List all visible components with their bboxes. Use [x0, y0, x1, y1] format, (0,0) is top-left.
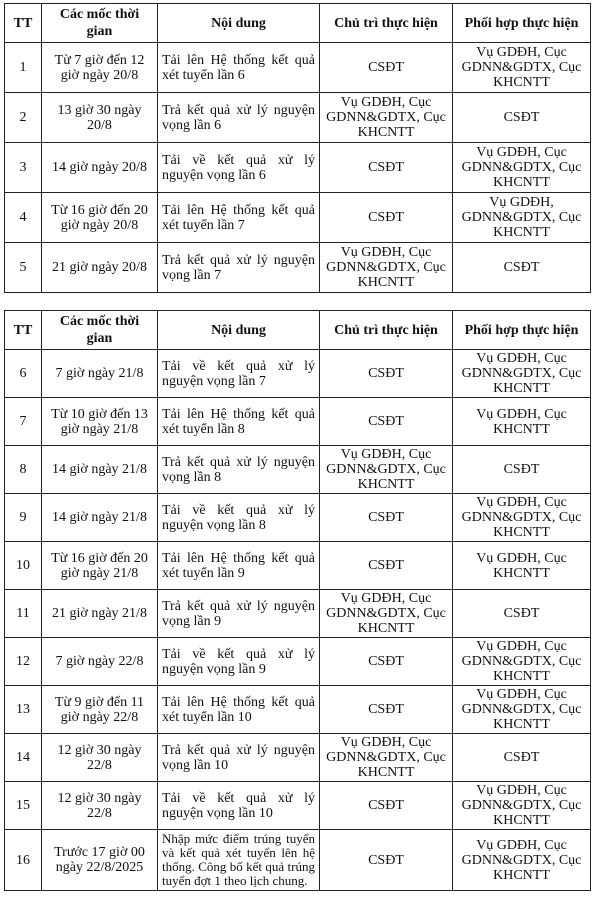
row-number: 11: [5, 590, 42, 638]
header-tt: TT: [5, 311, 42, 350]
row-content: Trả kết quả xử lý nguyện vọng lần 6: [158, 93, 320, 143]
row-number: 9: [5, 494, 42, 542]
header-host: Chủ trì thực hiện: [320, 4, 453, 43]
row-host: CSĐT: [320, 143, 453, 193]
table-row: [5, 494, 591, 542]
table-row: [5, 590, 591, 638]
row-number: 15: [5, 782, 42, 830]
table-row: [5, 350, 591, 398]
table-row: [5, 93, 591, 143]
header-host: Chủ trì thực hiện: [320, 311, 453, 350]
row-content: Tải về kết quả xử lý nguyện vọng lần 7: [158, 350, 320, 398]
row-host: CSĐT: [320, 830, 453, 891]
schedule-table-1: [4, 3, 591, 293]
header-row: [5, 4, 591, 43]
row-time: Từ 16 giờ đến 20 giờ ngày 20/8: [42, 193, 158, 243]
row-number: 13: [5, 686, 42, 734]
row-number: 16: [5, 830, 42, 891]
header-time: Các mốc thời gian: [42, 311, 158, 350]
row-coop: Vụ GDĐH, Cục GDNN&GDTX, Cục KHCNTT: [453, 143, 591, 193]
row-number: 3: [5, 143, 42, 193]
row-coop: Vụ GDĐH, Cục GDNN&GDTX, Cục KHCNTT: [453, 638, 591, 686]
row-time: 7 giờ ngày 22/8: [42, 638, 158, 686]
row-coop: CSĐT: [453, 446, 591, 494]
row-content: Tải lên Hệ thống kết quả xét tuyển lần 6: [158, 43, 320, 93]
row-content: Tải lên Hệ thống kết quả xét tuyển lần 9: [158, 542, 320, 590]
row-time: 21 giờ ngày 21/8: [42, 590, 158, 638]
row-host: CSĐT: [320, 193, 453, 243]
table-row: [5, 782, 591, 830]
row-host: Vụ GDĐH, Cục GDNN&GDTX, Cục KHCNTT: [320, 446, 453, 494]
table-row: [5, 686, 591, 734]
table-row: [5, 398, 591, 446]
row-time: Từ 16 giờ đến 20 giờ ngày 21/8: [42, 542, 158, 590]
table-row: [5, 43, 591, 93]
row-host: CSĐT: [320, 350, 453, 398]
row-coop: Vụ GDĐH, Cục GDNN&GDTX, Cục KHCNTT: [453, 350, 591, 398]
table-row: [5, 193, 591, 243]
row-time: 21 giờ ngày 20/8: [42, 243, 158, 293]
row-number: 1: [5, 43, 42, 93]
row-coop: Vụ GDĐH, Cục KHCNTT: [453, 398, 591, 446]
row-content: Tải về kết quả xử lý nguyện vọng lần 8: [158, 494, 320, 542]
row-host: CSĐT: [320, 542, 453, 590]
row-time: Từ 7 giờ đến 12 giờ ngày 20/8: [42, 43, 158, 93]
row-number: 10: [5, 542, 42, 590]
row-number: 7: [5, 398, 42, 446]
header-coop: Phối hợp thực hiện: [453, 311, 591, 350]
row-time: 14 giờ ngày 21/8: [42, 494, 158, 542]
row-time: 12 giờ 30 ngày 22/8: [42, 734, 158, 782]
row-host: Vụ GDĐH, Cục GDNN&GDTX, Cục KHCNTT: [320, 243, 453, 293]
row-coop: CSĐT: [453, 590, 591, 638]
row-content: Trả kết quả xử lý nguyện vọng lần 9: [158, 590, 320, 638]
table-row: [5, 830, 591, 891]
row-coop: Vụ GDĐH, Cục GDNN&GDTX, Cục KHCNTT: [453, 494, 591, 542]
row-number: 14: [5, 734, 42, 782]
row-coop: Vụ GDĐH, Cục KHCNTT: [453, 542, 591, 590]
row-host: CSĐT: [320, 43, 453, 93]
row-host: CSĐT: [320, 782, 453, 830]
row-host: CSĐT: [320, 494, 453, 542]
header-row: [5, 311, 591, 350]
row-number: 12: [5, 638, 42, 686]
row-content: Tải lên Hệ thống kết quả xét tuyển lần 8: [158, 398, 320, 446]
row-time: Từ 10 giờ đến 13 giờ ngày 21/8: [42, 398, 158, 446]
table-row: [5, 638, 591, 686]
schedule-table-2: [4, 310, 591, 891]
header-content: Nội dung: [158, 4, 320, 43]
row-host: Vụ GDĐH, Cục GDNN&GDTX, Cục KHCNTT: [320, 590, 453, 638]
row-coop: CSĐT: [453, 243, 591, 293]
row-host: CSĐT: [320, 686, 453, 734]
row-coop: Vụ GDĐH, Cục GDNN&GDTX, Cục KHCNTT: [453, 43, 591, 93]
row-time: 13 giờ 30 ngày 20/8: [42, 93, 158, 143]
table-row: [5, 446, 591, 494]
row-number: 6: [5, 350, 42, 398]
row-coop: Vụ GDĐH, Cục GDNN&GDTX, Cục KHCNTT: [453, 686, 591, 734]
row-content: Trả kết quả xử lý nguyện vọng lần 8: [158, 446, 320, 494]
row-content: Tải về kết quả xử lý nguyện vọng lần 10: [158, 782, 320, 830]
row-content: Tải lên Hệ thống kết quả xét tuyển lần 10: [158, 686, 320, 734]
row-number: 2: [5, 93, 42, 143]
row-time: 12 giờ 30 ngày 22/8: [42, 782, 158, 830]
row-content: Trả kết quả xử lý nguyện vọng lần 10: [158, 734, 320, 782]
row-time: 14 giờ ngày 21/8: [42, 446, 158, 494]
row-host: Vụ GDĐH, Cục GDNN&GDTX, Cục KHCNTT: [320, 93, 453, 143]
row-time: 14 giờ ngày 20/8: [42, 143, 158, 193]
row-time: Trước 17 giờ 00 ngày 22/8/2025: [42, 830, 158, 891]
row-number: 5: [5, 243, 42, 293]
row-content: Trả kết quả xử lý nguyện vọng lần 7: [158, 243, 320, 293]
row-host: Vụ GDĐH, Cục GDNN&GDTX, Cục KHCNTT: [320, 734, 453, 782]
row-host: CSĐT: [320, 638, 453, 686]
table-row: [5, 243, 591, 293]
row-content: Tải về kết quả xử lý nguyện vọng lần 6: [158, 143, 320, 193]
row-coop: Vụ GDĐH, GDNN&GDTX, Cục KHCNTT: [453, 193, 591, 243]
header-time: Các mốc thời gian: [42, 4, 158, 43]
header-tt: TT: [5, 4, 42, 43]
row-coop: CSĐT: [453, 93, 591, 143]
table-row: [5, 542, 591, 590]
row-number: 4: [5, 193, 42, 243]
row-time: Từ 9 giờ đến 11 giờ ngày 22/8: [42, 686, 158, 734]
row-coop: Vụ GDĐH, Cục GDNN&GDTX, Cục KHCNTT: [453, 830, 591, 891]
table-row: [5, 143, 591, 193]
row-number: 8: [5, 446, 42, 494]
header-content: Nội dung: [158, 311, 320, 350]
row-time: 7 giờ ngày 21/8: [42, 350, 158, 398]
row-host: CSĐT: [320, 398, 453, 446]
row-content: Tải lên Hệ thống kết quả xét tuyển lần 7: [158, 193, 320, 243]
table-row: [5, 734, 591, 782]
row-coop: CSĐT: [453, 734, 591, 782]
row-content: Tải về kết quả xử lý nguyện vọng lần 9: [158, 638, 320, 686]
header-coop: Phối hợp thực hiện: [453, 4, 591, 43]
row-coop: Vụ GDĐH, Cục GDNN&GDTX, Cục KHCNTT: [453, 782, 591, 830]
row-content: Nhập mức điểm trúng tuyển và kết quả xét tuyển lên hệ thống. Công bố kết quả trúng tuyển đợt 1 theo lịch chung.: [158, 830, 320, 891]
